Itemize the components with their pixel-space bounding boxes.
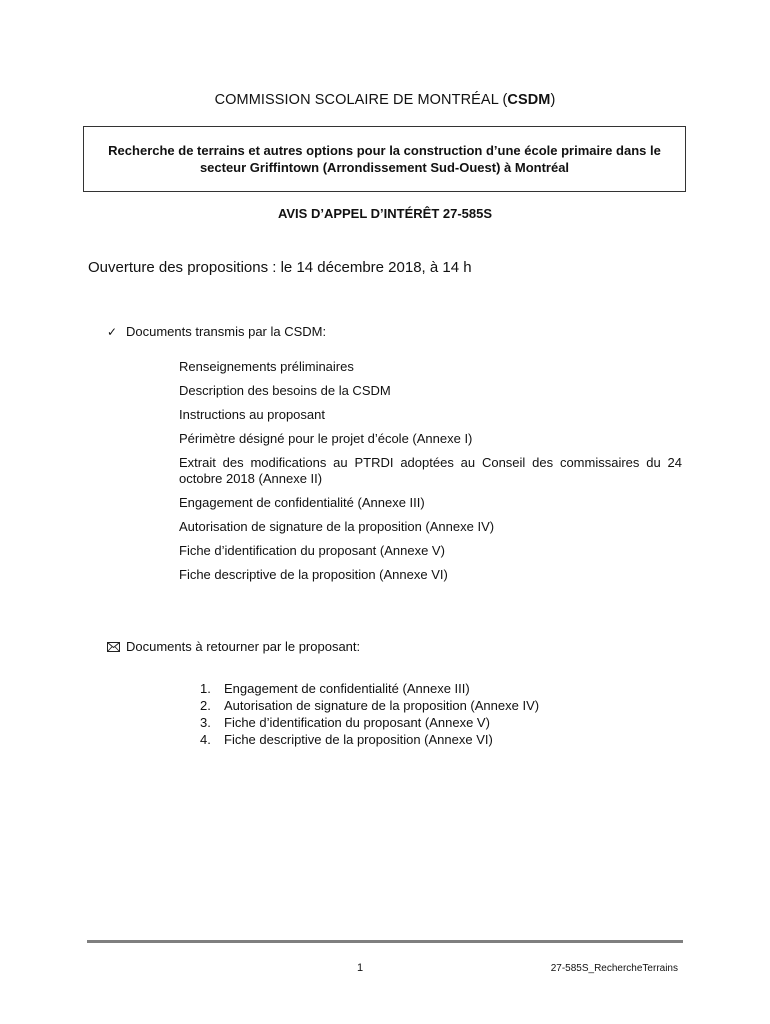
list-item-number: 4. <box>200 732 211 747</box>
subject-text: Recherche de terrains et autres options pour la construction d’une école primaire dans le secteur Griffintown (Arrondissement Sud-Ouest) à Montréal <box>108 143 661 175</box>
organization-name-suffix: ) <box>550 92 556 108</box>
list-item-label: Autorisation de signature de la proposition (Annexe IV) <box>224 698 540 713</box>
list-item: Instructions au proposant <box>179 407 325 422</box>
footer-divider <box>87 940 683 943</box>
documents-sent-heading-label: Documents transmis par la CSDM: <box>126 324 327 339</box>
envelope-icon <box>107 642 121 652</box>
list-item: Autorisation de signature de la proposition (Annexe IV) <box>179 519 495 534</box>
organization-title <box>0 92 770 108</box>
list-item: Fiche d’identification du proposant (Annexe V) <box>179 543 445 558</box>
organization-name-prefix: COMMISSION SCOLAIRE DE MONTRÉAL ( <box>214 92 508 108</box>
page-number: 1 <box>356 962 364 974</box>
documents-sent-list <box>179 359 682 591</box>
opening-date-line: Ouverture des propositions : le 14 décembre 2018, à 14 h <box>88 259 472 276</box>
list-item: Fiche descriptive de la proposition (Annexe VI) <box>179 567 448 582</box>
notice-title: AVIS D’APPEL D’INTÉRÊT 27-585S <box>277 206 493 221</box>
checkmark-icon: ✓ <box>107 324 118 339</box>
list-item-number: 1. <box>200 681 211 696</box>
documents-return-heading-label: Documents à retourner par le proposant: <box>126 639 361 654</box>
list-item-number: 3. <box>200 715 211 730</box>
list-item: Description des besoins de la CSDM <box>179 383 391 398</box>
list-item <box>200 680 539 697</box>
list-item: Périmètre désigné pour le projet d’école (Annexe I) <box>179 431 473 446</box>
list-item: Engagement de confidentialité (Annexe III) <box>179 495 425 510</box>
documents-return-heading <box>107 639 360 654</box>
documents-sent-heading <box>107 324 326 339</box>
organization-acronym: CSDM <box>507 92 551 108</box>
list-item <box>200 714 539 731</box>
list-item-label: Engagement de confidentialité (Annexe III) <box>224 681 470 696</box>
list-item-label: Fiche d’identification du proposant (Annexe V) <box>224 715 490 730</box>
document-reference: 27-585S_RechercheTerrains <box>550 963 678 974</box>
list-item-label: Fiche descriptive de la proposition (Annexe VI) <box>224 732 493 747</box>
list-item-number: 2. <box>200 698 211 713</box>
list-item <box>200 731 539 748</box>
list-item <box>200 697 539 714</box>
subject-box <box>83 126 686 192</box>
list-item: Renseignements préliminaires <box>179 359 354 374</box>
documents-return-list <box>200 680 539 748</box>
list-item: Extrait des modifications au PTRDI adoptées au Conseil des commissaires du 24 octobre 2018 (Annexe II) <box>179 455 682 486</box>
